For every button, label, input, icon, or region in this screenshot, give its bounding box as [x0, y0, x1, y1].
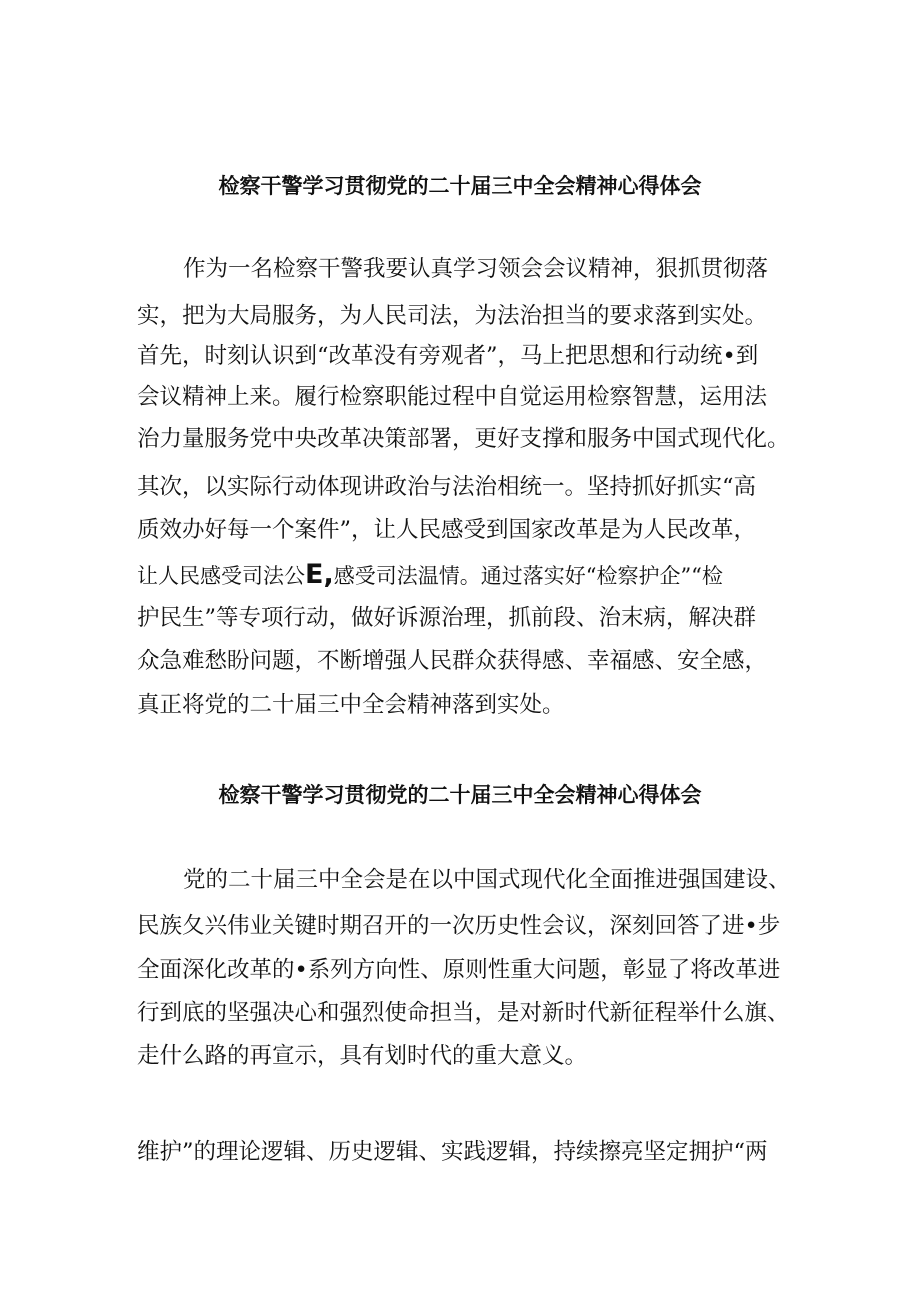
section-1-line-5: 治力量服务党中央改革决策部署，更好支撑和服务中国式现代化。: [137, 426, 790, 452]
section-1-line-7: 质效办好每一个案件”，让人民感受到国家改革是为人民改革，: [137, 517, 757, 543]
line-8-text-a: 让人民感受司法公: [137, 564, 305, 588]
section-1-line-4: 会议精神上来。履行检察职能过程中自觉运用检察智慧，运用法: [137, 384, 768, 410]
section-1-line-11: 真正将党的二十届三中全会精神落到实处。: [137, 692, 565, 718]
section-2-line-2: 民族夂兴伟业关键时期召开的一次历史性会议，深刻回答了进•步: [137, 913, 781, 939]
line-8-text-b: 感受司法温情。通过落实好“检察护企”“检: [333, 564, 723, 588]
section-2-line-1: 党的二十届三中全会是在以中国式现代化全面推进强国建设、: [183, 867, 791, 893]
section-1-line-8: [137, 560, 723, 591]
section-1-line-1: 作为一名检察干警我要认真学习领会会议精神，狠抓贯彻落: [183, 256, 769, 282]
section-2-line-3: 全面深化改革的•系列方向性、原则性重大问题，彰显了将改革进: [137, 957, 781, 983]
section-2-line-4: 行到底的坚强决心和强烈使命担当，是对新时代新征程举什么旗、: [137, 1000, 790, 1026]
section-1-line-6: 其次，以实际行动体现讲政治与法治相统一。坚持抓好抓实“高: [137, 474, 757, 500]
section-1-line-3: 首先，时刻认识到“改革没有旁观者”，马上把思想和行动统•到: [137, 343, 759, 369]
section-2-line-6: 维护”的理论逻辑、历史逻辑、实践逻辑，持续擦亮坚定拥护“两: [137, 1139, 768, 1165]
section-1-line-2: 实，把为大局服务，为人民司法，为法治担当的要求落到实处。: [137, 303, 768, 329]
section-1-title: 检察干警学习贯彻党的二十届三中全会精神心得体会: [218, 174, 702, 198]
section-1-line-9: 护民生”等专项行动，做好诉源治理，抓前段、治末病，解决群: [137, 605, 757, 631]
section-2-title: 检察干警学习贯彻党的二十届三中全会精神心得体会: [218, 783, 702, 807]
line-8-ocr-artifact: E,: [305, 559, 334, 590]
section-2-line-5: 走什么路的再宣示，具有划时代的重大意义。: [137, 1043, 588, 1069]
section-1-line-10: 众急难愁盼问题，不断增强人民群众获得感、幸福感、安全感，: [137, 648, 768, 674]
